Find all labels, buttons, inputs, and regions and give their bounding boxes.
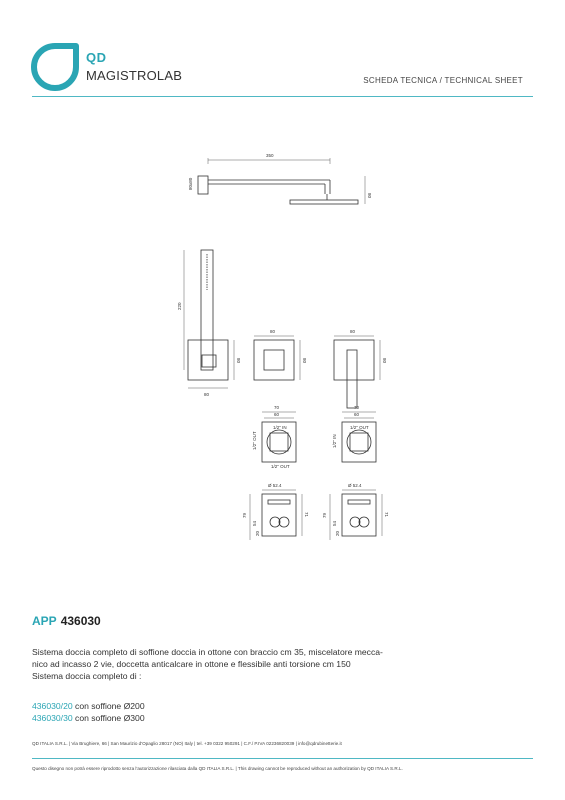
footer-divider (32, 758, 533, 759)
dim-body-b-1: 20 (255, 530, 260, 536)
dim-hand-plate-width: 80 (204, 392, 210, 397)
description-line: Sistema doccia completo di soffione doccia in ottone con braccio cm 35, miscelatore mecca- (32, 647, 383, 657)
dim-box-width-2: 70 (354, 405, 360, 410)
dim-plate-height-2: 80 (382, 358, 387, 364)
dim-body-b-2: 20 (335, 530, 340, 536)
box-label-side-2: 1/2" IN (332, 434, 337, 448)
variant-text: con soffione Ø300 (75, 713, 145, 723)
variant-code: 436030/30 (32, 713, 73, 723)
mixer-plate-front (334, 329, 387, 408)
dim-head-thickness: 80 (367, 193, 372, 199)
product-description (32, 646, 502, 682)
dim-body-diameter-2: Ø 52.4 (348, 483, 362, 488)
dim-hand-shower-height: 220 (177, 302, 182, 310)
hand-shower-view (177, 250, 241, 397)
copyright-disclaimer: Questo disegno non potrà essere riprodotto senza l'autorizzazione rilasciata dalla QD ITALIA S.R.L. | This drawing cannot be reproduced without an authorization by QD ITALIA S.R.L. (32, 766, 403, 771)
dim-box-inner-2: 60 (354, 412, 360, 417)
description-line: nico ad incasso 2 vie, doccetta anticalcare in ottone e flessibile anti torsione cm 150 (32, 659, 351, 669)
built-in-box-1 (252, 405, 296, 469)
product-code (32, 614, 101, 628)
dim-body-a-1: 54 (252, 520, 257, 526)
dim-body-diameter-1: Ø 52.4 (268, 483, 282, 488)
shower-arm-view (188, 153, 372, 204)
technical-drawing (150, 150, 430, 550)
product-number: 436030 (60, 614, 101, 628)
dim-box-inner-1: 60 (274, 412, 280, 417)
variant-code: 436030/20 (32, 701, 73, 711)
dim-plate-width-2: 80 (350, 329, 356, 334)
dim-plate-height-1: 80 (302, 358, 307, 364)
brand-qd: QD (86, 50, 107, 65)
dim-body-depth-2: 71 (384, 512, 389, 518)
header-divider (32, 96, 533, 97)
dim-body-height-2: 79 (322, 512, 327, 518)
box-label-out-1: 1/2" OUT (271, 464, 290, 469)
dim-body-a-2: 54 (332, 520, 337, 526)
valve-body-1 (242, 483, 309, 540)
box-label-in-1: 1/2" IN (273, 425, 287, 430)
built-in-box-2 (332, 405, 376, 462)
dim-box-width-1: 70 (274, 405, 280, 410)
wall-plate-front (254, 329, 307, 380)
description-line: Sistema doccia completo di : (32, 671, 142, 681)
company-address: QD ITALIA S.R.L. | Via Brughiere, 66 | San Maurizio d'Opaglio 28017 (NO) Italy | tel. +39 0322 950291 | C.F./ P.IVA 02236820039 | info@qdrubinetterie.it (32, 741, 342, 746)
qd-logo (30, 42, 80, 92)
dim-body-depth-1: 71 (304, 512, 309, 518)
box-label-side-1: 1/2" OUT (252, 431, 257, 450)
dim-plate-width-1: 80 (270, 329, 276, 334)
dim-hand-plate-height: 80 (236, 358, 241, 364)
variant-list (32, 700, 145, 724)
variant-item (32, 700, 145, 712)
brand-name: MAGISTROLAB (86, 68, 183, 83)
variant-item (32, 712, 145, 724)
sheet-title: SCHEDA TECNICA / TECHNICAL SHEET (363, 76, 523, 85)
dim-wall-plate: 80x80 (188, 177, 193, 190)
product-prefix: APP (32, 614, 57, 628)
valve-body-2 (322, 483, 389, 540)
variant-text: con soffione Ø200 (75, 701, 145, 711)
box-label-out-2: 1/2" OUT (350, 425, 369, 430)
dim-body-height-1: 79 (242, 512, 247, 518)
dim-arm-length: 350 (266, 153, 274, 158)
